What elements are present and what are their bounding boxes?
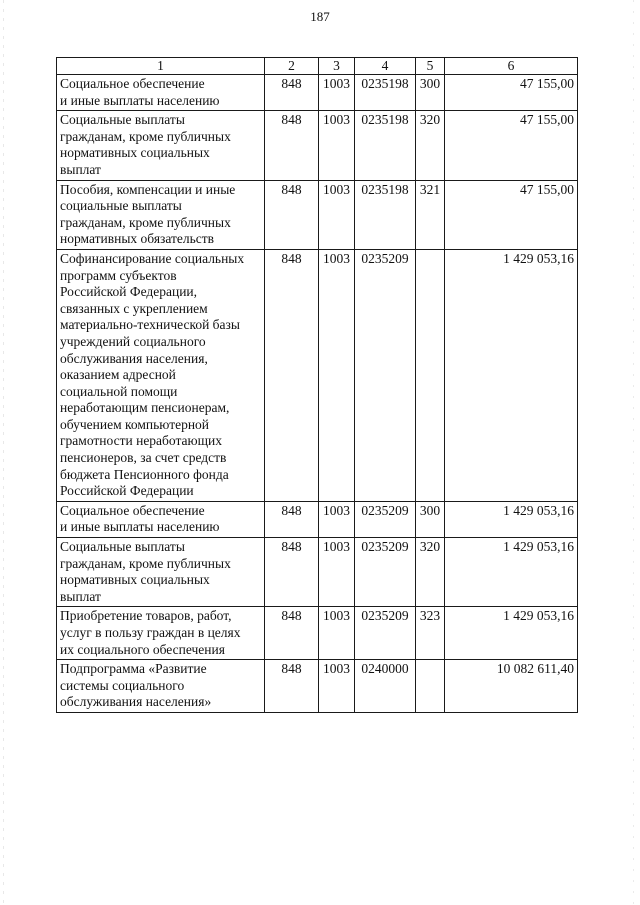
row-name-line: гражданам, кроме публичных xyxy=(60,128,231,144)
row-name-line: обслуживания населения, xyxy=(60,350,208,366)
row-name-line: социальные выплаты xyxy=(60,198,182,214)
table-row xyxy=(57,111,578,180)
expense-type-cell: 300 xyxy=(416,501,445,537)
row-name-line: Пособия, компенсации и иные xyxy=(60,181,236,197)
amount-cell: 10 082 611,40 xyxy=(445,660,578,713)
table-row xyxy=(57,501,578,537)
row-name-line: материально-технической базы xyxy=(60,317,240,333)
row-name-line: социальной помощи xyxy=(60,383,178,399)
row-name-cell xyxy=(57,660,265,713)
amount-cell: 1 429 053,16 xyxy=(445,607,578,660)
row-name-line: связанных с укреплением xyxy=(60,300,208,316)
expense-type-cell xyxy=(416,249,445,501)
admin-code-cell: 848 xyxy=(265,75,319,111)
row-name-line: Российской Федерации xyxy=(60,483,194,499)
row-name-cell xyxy=(57,538,265,607)
row-name-cell xyxy=(57,180,265,249)
row-name-line: гражданам, кроме публичных xyxy=(60,214,231,230)
admin-code-cell: 848 xyxy=(265,180,319,249)
budget-table xyxy=(56,57,578,713)
expense-type-cell: 320 xyxy=(416,538,445,607)
header-col-4: 4 xyxy=(355,58,416,75)
expense-type-cell: 320 xyxy=(416,111,445,180)
table-header xyxy=(57,58,578,75)
row-name-cell xyxy=(57,249,265,501)
row-name-line: гражданам, кроме публичных xyxy=(60,555,231,571)
admin-code-cell: 848 xyxy=(265,538,319,607)
target-code-cell: 0235198 xyxy=(355,75,416,111)
amount-cell: 47 155,00 xyxy=(445,180,578,249)
scan-edge-right xyxy=(633,0,634,905)
row-name-line: Социальное обеспечение xyxy=(60,502,205,518)
section-code-cell: 1003 xyxy=(319,660,355,713)
row-name-line: обучением компьютерной xyxy=(60,416,210,432)
table-row xyxy=(57,660,578,713)
admin-code-cell: 848 xyxy=(265,249,319,501)
table-row xyxy=(57,538,578,607)
target-code-cell: 0240000 xyxy=(355,660,416,713)
header-col-5: 5 xyxy=(416,58,445,75)
row-name-line: пенсионеров, за счет средств xyxy=(60,450,227,466)
section-code-cell: 1003 xyxy=(319,538,355,607)
row-name-line: и иные выплаты населению xyxy=(60,519,220,535)
target-code-cell: 0235198 xyxy=(355,180,416,249)
row-name-line: и иные выплаты населению xyxy=(60,92,220,108)
amount-cell: 1 429 053,16 xyxy=(445,249,578,501)
admin-code-cell: 848 xyxy=(265,111,319,180)
table-row xyxy=(57,249,578,501)
row-name-line: выплат xyxy=(60,161,101,177)
header-col-3: 3 xyxy=(319,58,355,75)
row-name-line: Софинансирование социальных xyxy=(60,250,245,266)
admin-code-cell: 848 xyxy=(265,660,319,713)
table-row xyxy=(57,607,578,660)
target-code-cell: 0235198 xyxy=(355,111,416,180)
row-name-line: нормативных обязательств xyxy=(60,231,215,247)
target-code-cell: 0235209 xyxy=(355,538,416,607)
admin-code-cell: 848 xyxy=(265,607,319,660)
table-body xyxy=(57,75,578,713)
row-name-cell xyxy=(57,607,265,660)
row-name-cell xyxy=(57,111,265,180)
row-name-line: Подпрограмма «Развитие xyxy=(60,661,207,677)
row-name-line: нормативных социальных xyxy=(60,572,210,588)
section-code-cell: 1003 xyxy=(319,75,355,111)
header-col-6: 6 xyxy=(445,58,578,75)
row-name-line: неработающим пенсионерам, xyxy=(60,400,230,416)
target-code-cell: 0235209 xyxy=(355,249,416,501)
row-name-line: грамотности неработающих xyxy=(60,433,223,449)
row-name-line: Приобретение товаров, работ, xyxy=(60,608,232,624)
row-name-line: оказанием адресной xyxy=(60,367,176,383)
row-name-line: Социальное обеспечение xyxy=(60,76,205,91)
page-number: 187 xyxy=(310,9,330,24)
amount-cell: 47 155,00 xyxy=(445,75,578,111)
row-name-line: их социального обеспечения xyxy=(60,641,225,657)
target-code-cell: 0235209 xyxy=(355,501,416,537)
expense-type-cell xyxy=(416,660,445,713)
row-name-line: Российской Федерации, xyxy=(60,284,198,300)
row-name-line: выплат xyxy=(60,588,101,604)
table-row xyxy=(57,75,578,111)
header-row xyxy=(57,58,578,75)
amount-cell: 47 155,00 xyxy=(445,111,578,180)
expense-type-cell: 321 xyxy=(416,180,445,249)
header-col-1: 1 xyxy=(57,58,265,75)
expense-type-cell: 300 xyxy=(416,75,445,111)
amount-cell: 1 429 053,16 xyxy=(445,501,578,537)
section-code-cell: 1003 xyxy=(319,180,355,249)
amount-cell: 1 429 053,16 xyxy=(445,538,578,607)
header-col-2: 2 xyxy=(265,58,319,75)
scan-edge-left xyxy=(3,0,4,905)
target-code-cell: 0235209 xyxy=(355,607,416,660)
row-name-line: учреждений социального xyxy=(60,333,206,349)
row-name-line: программ субъектов xyxy=(60,267,177,283)
row-name-line: Социальные выплаты xyxy=(60,539,185,555)
row-name-line: системы социального xyxy=(60,677,185,693)
expense-type-cell: 323 xyxy=(416,607,445,660)
row-name-line: обслуживания населения» xyxy=(60,694,212,710)
section-code-cell: 1003 xyxy=(319,607,355,660)
table-row xyxy=(57,180,578,249)
row-name-cell xyxy=(57,75,265,111)
admin-code-cell: 848 xyxy=(265,501,319,537)
section-code-cell: 1003 xyxy=(319,249,355,501)
row-name-line: бюджета Пенсионного фонда xyxy=(60,466,229,482)
row-name-line: услуг в пользу граждан в целях xyxy=(60,625,241,640)
row-name-line: нормативных социальных xyxy=(60,145,210,161)
section-code-cell: 1003 xyxy=(319,111,355,180)
row-name-line: Социальные выплаты xyxy=(60,112,185,128)
row-name-cell xyxy=(57,501,265,537)
section-code-cell: 1003 xyxy=(319,501,355,537)
